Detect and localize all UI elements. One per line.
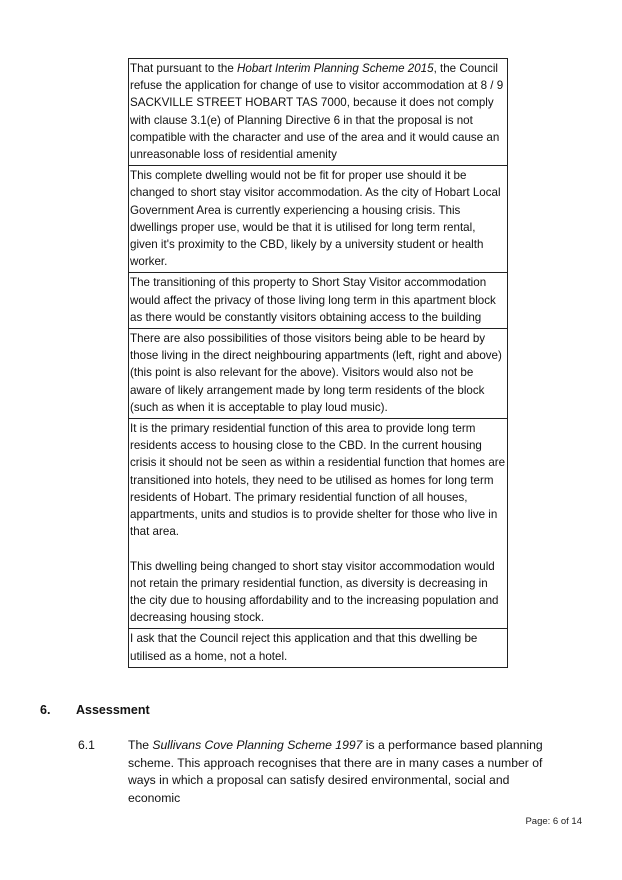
representations-table [128,58,508,668]
clause-text-pre: The [128,738,153,752]
table-row [129,166,508,273]
table-cell [129,273,508,329]
rep-1-text-post: , the Council refuse the application for change of use to visitor accommodation at 8 / 9 SACKVILLE STREET HOBART TAS 7000, because it does not comply with clause 3.1(e) of Planning Directive 6 in that the proposal is not compatible with the character and use of the area and it would cause an unreasonable loss of residential amenity [130,62,504,162]
table-row [129,59,508,166]
clause-text [128,737,558,807]
table-row [129,273,508,329]
table-cell [129,419,508,629]
clause-text-post: is a performance based planning scheme. This approach recognises that there are in many cases a number of ways in which a proposal can satisfy desired environmental, social and economic [128,738,543,805]
table-cell [129,59,508,166]
page-number: Page: 6 of 14 [525,816,582,827]
rep-5-paragraph-2: This dwelling being changed to short stay visitor accommodation would not retain the primary residential function, as diversity is decreasing in the city due to housing affordability and to the increasing population and decreasing housing stock. [130,559,499,625]
rep-3-text: The transitioning of this property to Short Stay Visitor accommodation would affect the privacy of those living long term in this apartment block as there would be constantly visitors obtaining access to the building [130,276,496,324]
rep-5-paragraph-1: It is the primary residential function of this area to provide long term residents access to housing close to the CBD. In the current housing crisis it should not be seen as within a residential function that homes are transitioned into hotels, they need to be utilised as homes for long term residents of Hobart. The primary residential function of all houses, appartments, units and studios is to provide shelter for those who live in that area. [130,422,506,539]
clause-scheme-name: Sullivans Cove Planning Scheme 1997 [152,738,363,752]
rep-6-text: I ask that the Council reject this application and that this dwelling be utilised as a home, not a hotel. [130,632,478,663]
table-row [129,629,508,667]
planning-scheme-name: Hobart Interim Planning Scheme 2015 [237,62,434,75]
table-row [129,419,508,629]
table-cell [129,329,508,419]
section-title: Assessment [76,703,150,717]
section-number: 6. [40,703,51,717]
clause-number: 6.1 [78,738,95,752]
table-cell [129,166,508,273]
rep-4-text: There are also possibilities of those visitors being able to be heard by those living in the direct neighbouring appartments (left, right and above) (this point is also relevant for the above). Visitors would also not be aware of likely arrangement made by long term residents of the block (such as when it is acceptable to play loud music). [130,332,502,414]
table-cell [129,629,508,667]
table-row [129,329,508,419]
rep-1-text-pre: That pursuant to the [130,62,237,75]
rep-2-text: This complete dwelling would not be fit for proper use should it be changed to short stay visitor accommodation. As the city of Hobart Local Government Area is currently experiencing a housing crisis. This dwellings proper use, would be that it is utilised for long term rental, given it's proximity to the CBD, likely by a university student or health worker. [130,169,501,269]
